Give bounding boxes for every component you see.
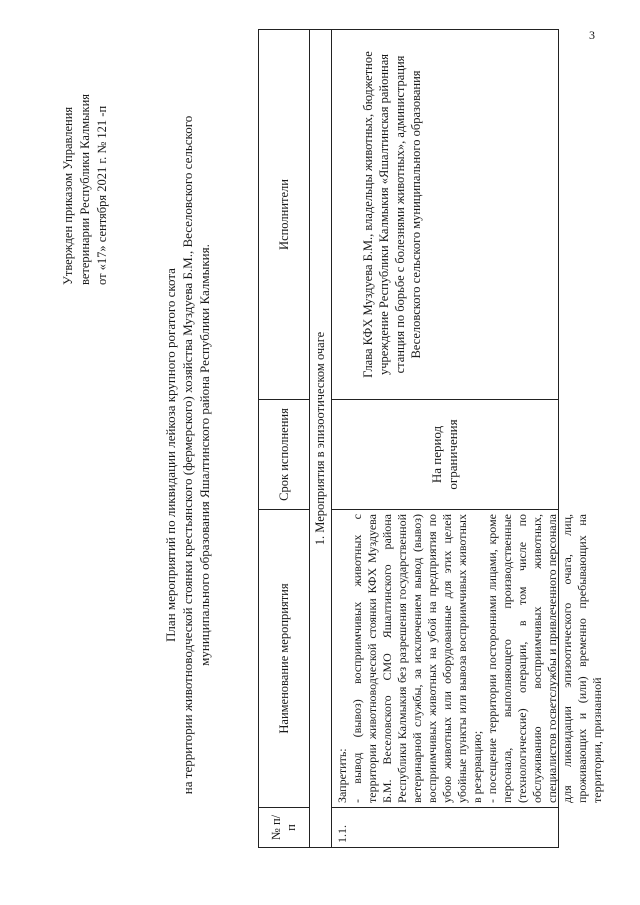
approval-line: Утвержден приказом Управления (61, 106, 75, 285)
title-line: План мероприятий по ликвидации лейкоза крупного рогатого скота (163, 268, 178, 642)
plan-title (162, 65, 213, 845)
page-number: 3 (589, 28, 595, 42)
section-row (310, 30, 332, 848)
approval-line: ветеринарии Республики Калмыкия (78, 93, 92, 285)
row-deadline: На период ограничения (332, 400, 559, 510)
row-measure (332, 510, 604, 808)
section-title: 1. Мероприятия в эпизоотическом очаге (310, 30, 332, 848)
measure-intro: Запретить: (335, 748, 349, 803)
title-line: муниципального образования Яшалтинского района Республики Калмыкия. (197, 244, 212, 666)
plan-table (258, 29, 604, 848)
approval-stamp (60, 25, 111, 285)
header-name: Наименование мероприятия (259, 510, 310, 808)
measure-paragraph: - вывод (вывоз) восприимчивых животных с территории животноводческой стоянки КФХ Муздуева Б.М. Веселовского СМО Яшалтинского района Республики Калмыкия без разрешения государственной ветеринарной службы, за исключением вывод (вывоз) восприимчивых животных на убой на предприятия по убою животных или оборудованные для этих целей убойные пункты или вывоза восприимчивых животных в резервацию; (350, 514, 484, 803)
measure-paragraph: - посещение территории посторонними лицами, кроме персонала, выполняющего производственные (технологические) операции, в том числе по обслуживанию восприимчивых животных, специалистов госветслужбы и привлеченного персонала для ликвидации эпизоотического очага, лиц, проживающих и (или) временно пребывающих на территории, признанной (485, 514, 604, 803)
row-executors: Глава КФХ Муздуева Б.М., владельцы животных, бюджетное учреждение Республики Калмыкия «Яшалтинская районная станция по борьбе с болезнями животных», администрация Веселовского сельского муниципального образования (332, 30, 559, 400)
row-num: 1.1. (332, 808, 559, 848)
measure-text (335, 514, 604, 803)
title-line: на территории животноводческой стоянки крестьянского (фермерского) хозяйства Муздуева Б.М., Веселовского сельского (180, 115, 195, 795)
table-header-row (259, 30, 310, 848)
header-deadline: Срок исполнения (259, 400, 310, 510)
approval-line: от «17» сентября 2021 г. № 121 -п (95, 105, 109, 285)
header-num: № п/п (259, 808, 310, 848)
table-row (332, 30, 559, 848)
header-executors: Исполнители (259, 30, 310, 400)
